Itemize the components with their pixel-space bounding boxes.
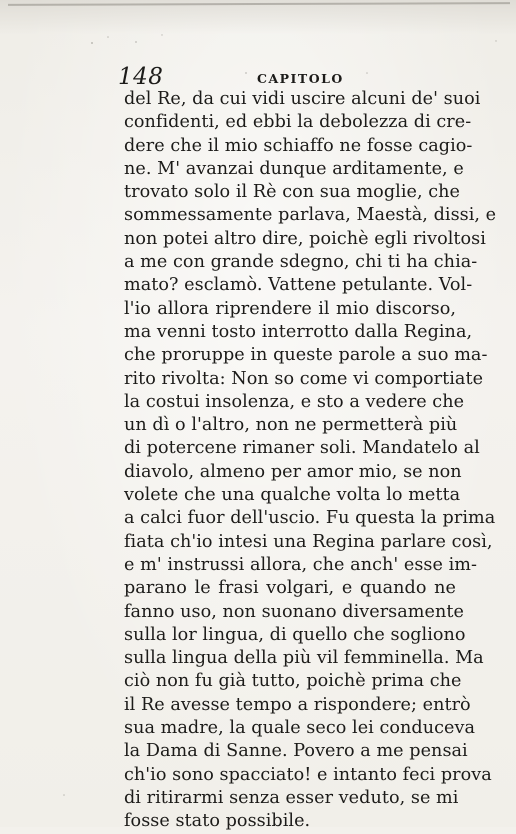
text-line: di potercene rimaner soli. Mandatelo al bbox=[124, 438, 480, 459]
text-line: diavolo, almeno per amor mio, se non bbox=[124, 461, 462, 482]
text-line: fanno uso, non suonano diversamente bbox=[124, 601, 464, 622]
text-line: ciò non fu già tutto, poichè prima che bbox=[124, 671, 462, 692]
text-line: mato? esclamò. Vattene petulante. Vol- bbox=[124, 275, 473, 296]
text-line: rito rivolta: Non so come vi comportiate bbox=[124, 368, 484, 389]
text-line: parano le frasi volgari, e quando ne bbox=[124, 578, 456, 599]
text-line: che proruppe in queste parole a suo ma- bbox=[124, 345, 488, 366]
text-line: sua madre, la quale seco lei conduceva bbox=[124, 718, 476, 739]
text-line: trovato solo il Rè con sua moglie, che bbox=[124, 182, 460, 203]
text-line: non potei altro dire, poichè egli rivoltosi bbox=[124, 228, 486, 249]
text-line: la costui insolenza, e sto a vedere che bbox=[124, 391, 465, 412]
body-text bbox=[124, 88, 497, 834]
text-line: dere che il mio schiaffo ne fosse cagio- bbox=[124, 135, 473, 156]
text-line: confidenti, ed ebbi la debolezza di cre- bbox=[124, 112, 472, 133]
text-line: il Re avesse tempo a rispondere; entrò bbox=[124, 694, 471, 715]
text-line: l'io allora riprendere il mio discorso, bbox=[124, 298, 456, 319]
page-number: 148 bbox=[118, 64, 164, 90]
text-line: fosse stato possibile. bbox=[124, 811, 311, 832]
text-line: ma venni tosto interrotto dalla Regina, bbox=[124, 321, 473, 342]
text-line: fiata ch'io intesi una Regina parlare così, bbox=[124, 531, 493, 552]
running-head: CAPITOLO bbox=[257, 71, 344, 86]
text-line: sommessamente parlava, Maestà, dissi, e bbox=[124, 205, 497, 226]
text-line: ne. M' avanzai dunque arditamente, e bbox=[124, 158, 464, 179]
text-line: un dì o l'altro, non ne permetterà più bbox=[124, 415, 458, 436]
text-line: la Dama di Sanne. Povero a me pensai bbox=[124, 741, 468, 762]
text-line: e m' instrussi allora, che anch' esse im- bbox=[124, 554, 478, 575]
text-line: ch'io sono spacciato! e intanto feci prova bbox=[124, 764, 492, 785]
text-line: a me con grande sdegno, chi ti ha chia- bbox=[124, 252, 478, 273]
text-line: di ritirarmi senza esser veduto, se mi bbox=[124, 787, 459, 808]
text-line: sulla lingua della più vil femminella. Ma bbox=[124, 648, 484, 669]
text-line: volete che una qualche volta lo metta bbox=[124, 485, 461, 506]
text-line: sulla lor lingua, di quello che sogliono bbox=[124, 624, 466, 645]
text-line: del Re, da cui vidi uscire alcuni de' suoi bbox=[124, 89, 481, 109]
text-line: a calci fuor dell'uscio. Fu questa la prima bbox=[124, 508, 496, 529]
